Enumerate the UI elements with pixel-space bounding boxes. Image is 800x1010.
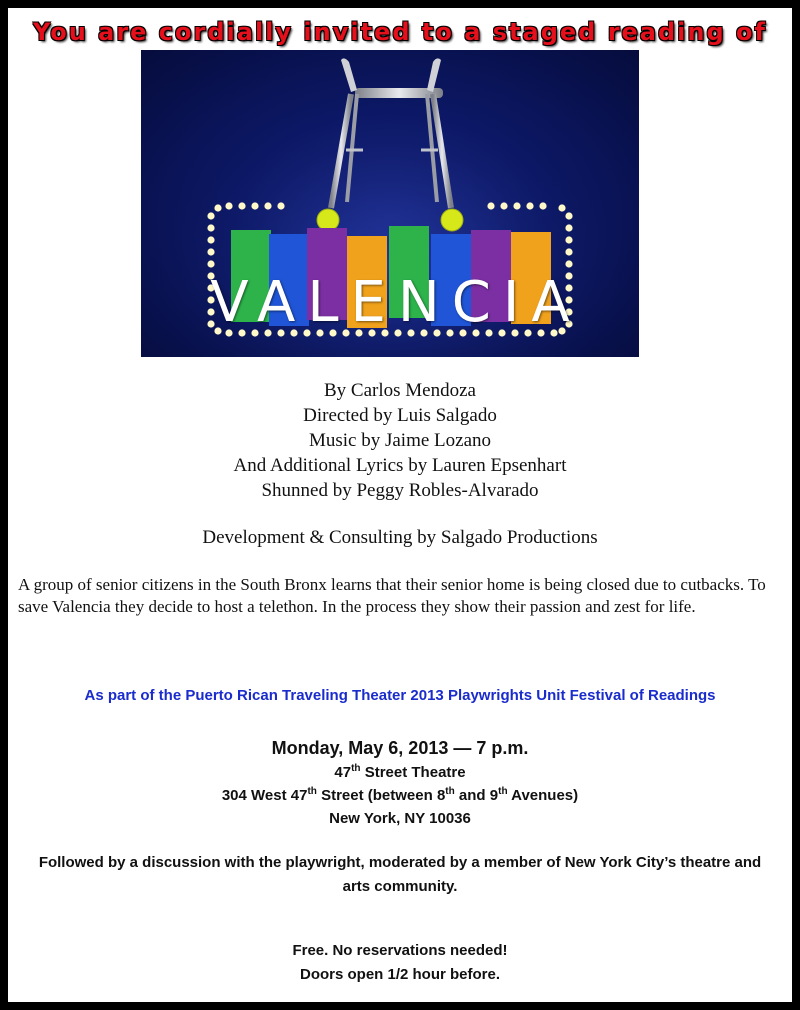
discussion-note: Followed by a discussion with the playwright, moderated by a member of New York City’s theatre and arts community. xyxy=(38,854,762,895)
synopsis: A group of senior citizens in the South Bronx learns that their senior home is being closed due to cutbacks. To save Valencia they decide to host a telethon. In the process they show their passion and zest for life. xyxy=(18,575,766,616)
festival-note: As part of the Puerto Rican Traveling Theater 2013 Playwrights Unit Festival of Readings xyxy=(84,687,716,704)
marquee-bulb-icon xyxy=(565,212,572,219)
doors-open: Doors open 1/2 hour before. xyxy=(299,966,501,983)
marquee-bulb-icon xyxy=(513,202,520,209)
event-city: New York, NY 10036 xyxy=(329,810,471,827)
marquee-bulb-icon xyxy=(225,202,232,209)
marquee-bulb-icon xyxy=(565,224,572,231)
event-address: 304 West 47th Street (between 8th and 9th Avenues) xyxy=(221,786,579,804)
consulting-credit: Development & Consulting by Salgado Productions xyxy=(202,527,598,548)
marquee-bulb-icon xyxy=(238,202,245,209)
admission-free: Free. No reservations needed! xyxy=(292,942,508,959)
poster-title: VALENCIA xyxy=(210,270,582,335)
marquee-bulb-icon xyxy=(539,202,546,209)
marquee-bulb-icon xyxy=(264,202,271,209)
credit-music: Music by Jaime Lozano xyxy=(308,430,492,451)
admission-note xyxy=(8,939,792,987)
marquee-bulb-icon xyxy=(251,202,258,209)
marquee-bulb-icon xyxy=(558,204,565,211)
tennis-ball-icon xyxy=(317,209,339,231)
credit-lyrics: And Additional Lyrics by Lauren Epsenhart xyxy=(233,455,567,476)
tennis-ball-icon xyxy=(441,209,463,231)
marquee-bulb-icon xyxy=(565,248,572,255)
marquee-bulb-icon xyxy=(207,248,214,255)
marquee-bulb-icon xyxy=(565,236,572,243)
marquee-bulb-icon xyxy=(526,202,533,209)
marquee-bulb-icon xyxy=(565,260,572,267)
credit-author: By Carlos Mendoza xyxy=(324,380,476,401)
marquee-bulb-icon xyxy=(207,236,214,243)
marquee-bulb-icon xyxy=(207,260,214,267)
marquee-bulb-icon xyxy=(214,204,221,211)
marquee-bulb-icon xyxy=(207,212,214,219)
event-date: Monday, May 6, 2013 — 7 p.m. xyxy=(271,738,529,758)
marquee-bulb-icon xyxy=(277,202,284,209)
credit-director: Directed by Luis Salgado xyxy=(303,405,497,426)
marquee-bulb-icon xyxy=(500,202,507,209)
credits-block xyxy=(8,378,792,503)
event-venue: 47th Street Theatre xyxy=(334,763,466,781)
event-details xyxy=(8,735,792,830)
marquee-bulb-icon xyxy=(487,202,494,209)
invitation-headline: You are cordially invited to a staged reading of xyxy=(33,18,767,46)
valencia-poster xyxy=(141,50,639,357)
marquee-bulb-icon xyxy=(207,224,214,231)
credit-shunned: Shunned by Peggy Robles-Alvarado xyxy=(261,480,539,501)
